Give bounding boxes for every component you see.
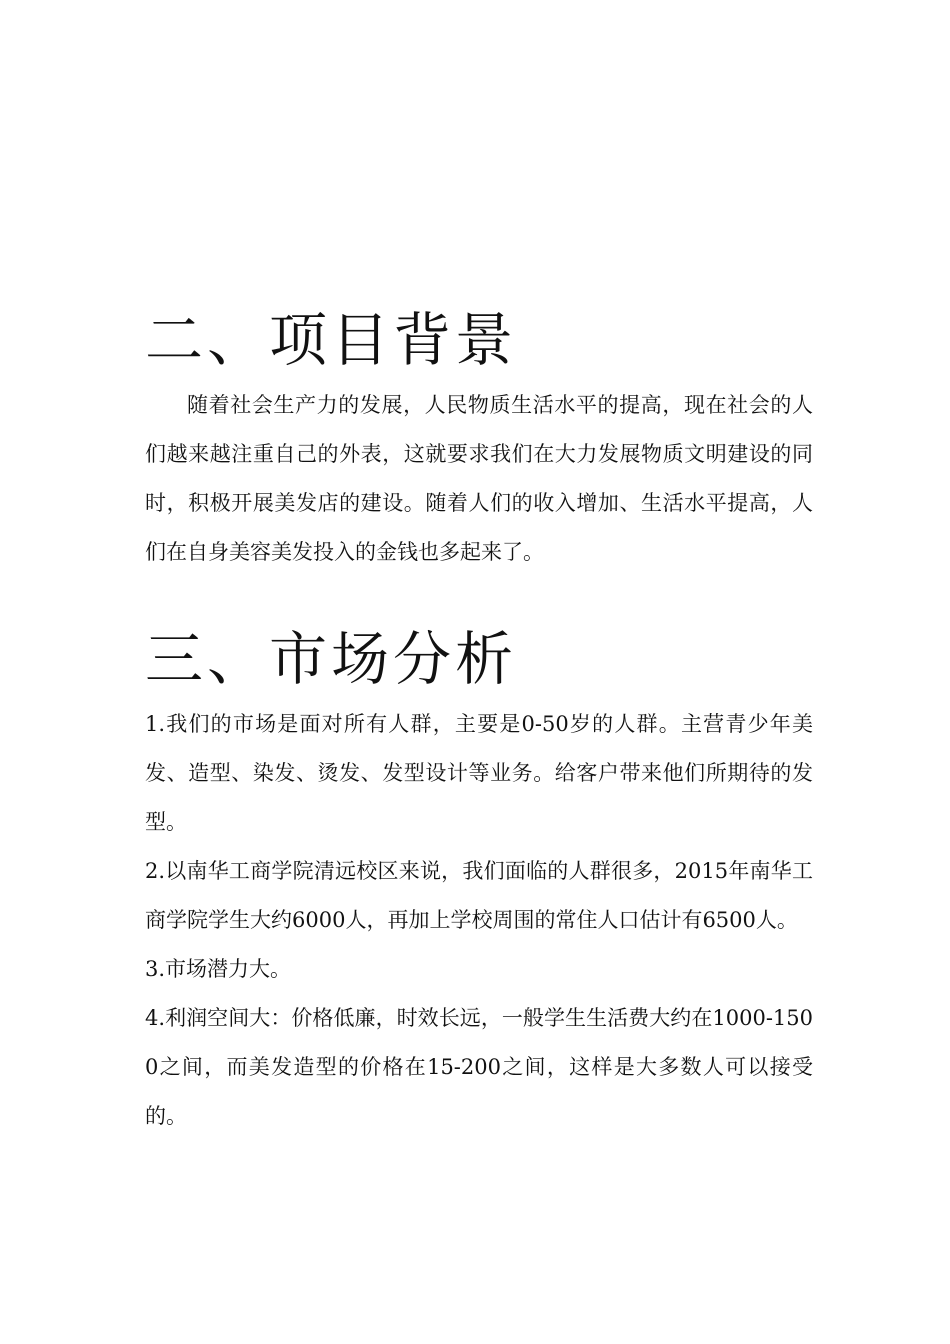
section-heading: 二、项目背景	[145, 306, 518, 374]
paragraph: 随着社会生产力的发展，人民物质生活水平的提高，现在社会的人们越来越注重自己的外表，这就要求我们在大力发展物质文明建设的同时，积极开展美发店的建设。随着人们的收入增加、生活水平提高，人们在自身美容美发投入的金钱也多起来了。	[145, 393, 813, 564]
section-spacer	[145, 577, 813, 619]
document-page	[145, 300, 813, 1141]
section-heading: 三、市场分析	[145, 625, 518, 693]
list-item: 1.我们的市场是面对所有人群，主要是0-50岁的人群。主营青少年美发、造型、染发、烫发、发型设计等业务。给客户带来他们所期待的发型。	[145, 712, 813, 834]
list-item: 4.利润空间大：价格低廉，时效长远，一般学生生活费大约在1000-1500之间，而美发造型的价格在15-200之间，这样是大多数人可以接受的。	[145, 1006, 813, 1128]
section-project-background	[145, 300, 813, 577]
list-item: 2.以南华工商学院清远校区来说，我们面临的人群很多，2015年南华工商学院学生大约6000人，再加上学校周围的常住人口估计有6500人。	[145, 859, 813, 932]
section-market-analysis	[145, 619, 813, 1141]
list-item: 3.市场潜力大。	[145, 957, 292, 981]
